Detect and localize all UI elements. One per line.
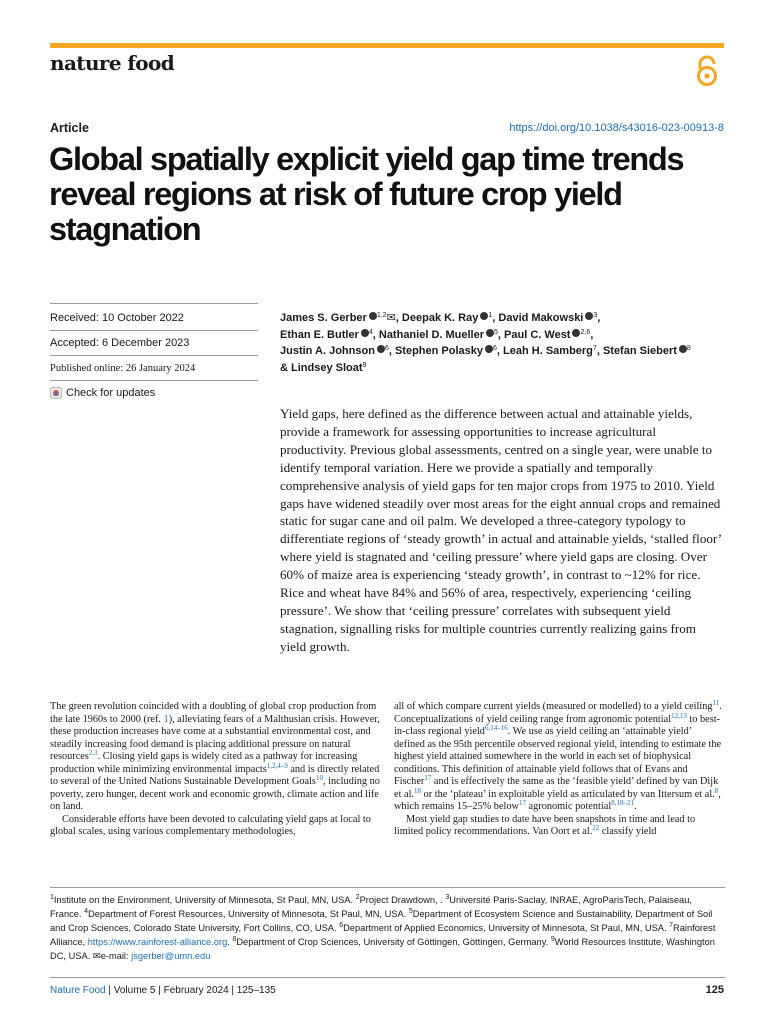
affiliation-number: 5 [408, 908, 413, 916]
text-run: Université Paris-Saclay, INRAE, AgroParisTech, Palaiseau, France. [50, 895, 692, 920]
affiliation-number: 6 [339, 922, 344, 930]
text-run: Department of Applied Economics, University of Minnesota, St Paul, MN, USA. [343, 923, 670, 934]
affiliation-number: 2 [355, 894, 360, 901]
citation-superscript[interactable]: 22 [592, 824, 600, 833]
author-separator: , [372, 328, 379, 341]
text-run: Department of Ecosystem Science and Sustainability, Department of Soil and Crop Sciences, Colorado State University, Fort Collins, CO, USA. [50, 909, 713, 934]
author-affiliation-sup: 2,6 [580, 328, 591, 336]
text-run: Rainforest Alliance, [50, 923, 716, 948]
author-name[interactable]: Stefan Siebert [602, 345, 677, 357]
citation-superscript[interactable]: 12,13 [671, 711, 687, 720]
affiliation-number: 1 [50, 894, 54, 901]
journal-name[interactable]: nature food [50, 51, 175, 75]
text-run: . [227, 937, 233, 948]
divider [50, 977, 725, 978]
divider [50, 887, 725, 888]
text-run: agronomic potential [525, 801, 612, 813]
text-run: and is directly related to several of the United Nations Sustainable Development Goals [50, 763, 380, 788]
text-run: , which remains 15–25% below [394, 788, 721, 813]
author-separator: , [395, 312, 402, 324]
author-affiliation-sup: 1,2 [376, 312, 387, 319]
author-name[interactable]: Nathaniel D. Mueller [378, 328, 485, 341]
orcid-icon[interactable] [485, 345, 493, 353]
footer-citation [50, 985, 276, 996]
citation-superscript[interactable]: 8,18–21 [611, 799, 634, 808]
published-date: Published online: 26 January 2024 [50, 363, 196, 374]
footer-journal-link[interactable]: Nature Food [50, 985, 106, 996]
text-run: World Resources Institute, Washington DC, USA. [50, 937, 715, 962]
author-separator: , [590, 328, 594, 341]
orcid-icon[interactable] [679, 345, 687, 353]
text-run: Most yield gap studies to date have been snapshots in time and lead to limited policy recommendations. Van Oort et al. [394, 813, 696, 838]
author-affiliation-sup: 8 [686, 345, 691, 352]
author-separator: , [388, 345, 395, 357]
affiliation-number: 7 [669, 922, 674, 930]
author-affiliation-sup: 5 [494, 328, 498, 336]
author-affiliation-sup: 4 [368, 328, 373, 336]
author-name[interactable]: Deepak K. Ray [401, 312, 479, 324]
header-accent-bar [50, 43, 724, 48]
abstract: Yield gaps, here defined as the difference between actual and attainable yields, provide a framework for assessing opportunities to increase agricultural productivity. Previous global assessments, centred on a single year, were unable to identify temporal variation. Here we provide a spatially and temporally comprehensive analysis of yield gaps for ten major crops from 1975 to 2010. Yield gaps have widened steadily over most areas for the eight annual crops and remained static for sugar cane and oil palm. We developed a three-category typology to differentiate regions of ‘steady growth’ in actual and attainable yields, ‘stalled floor’ where yield is stagnated and ‘ceiling pressure’ where yield gaps are closing. Over 60% of maize area is experiencing ‘steady growth’, in contrast to ~12% for rice. Rice and wheat have 84% and 56% of area, respectively, experiencing ‘ceiling pressure’. We show that ‘ceiling pressure’ correlates with subsequent yield stagnation, signalling risks for multiple countries currently realizing gains from yield growth. [280, 406, 722, 654]
text-run: or the ‘plateau’ in exploitable yield as articulated by van Ittersum et al. [421, 788, 715, 800]
divider [50, 380, 258, 381]
text-run: ), alleviating fears of a Malthusian crisis. However, these production increases have come at a substantial environmental cost, and steadily increasing food demand is placing additional pressure on natural resources [50, 713, 380, 763]
author-separator: , [596, 345, 603, 357]
affiliation-number: 4 [84, 908, 89, 916]
orcid-icon[interactable] [369, 312, 377, 320]
text-run: Project Drawdown, . [359, 895, 446, 905]
text-run: . Closing yield gaps is widely cited as a pathway for increasing production while minimizing environmental impacts [50, 751, 358, 775]
citation-superscript[interactable]: 8 [714, 786, 719, 795]
accepted-date: Accepted: 6 December 2023 [50, 337, 190, 349]
affiliation-number: 8 [232, 936, 237, 944]
text-run: . Conceptualizations of yield ceiling range from agronomic potential [394, 701, 722, 725]
article-title: Global spatially explicit yield gap time trends reveal regions at risk of future crop yield stagnation [49, 141, 684, 247]
text-run: classify yield [599, 826, 657, 838]
article-type: Article [50, 121, 89, 135]
divider [50, 355, 258, 356]
author-affiliation-sup: 3 [593, 312, 598, 319]
body-paragraph [50, 701, 380, 814]
text-run: e-mail: [100, 951, 132, 962]
citation-superscript[interactable]: 18 [414, 786, 422, 795]
affiliation-number: 3 [445, 894, 450, 901]
open-access-icon [694, 55, 720, 87]
citation-superscript[interactable]: 17 [424, 774, 432, 783]
author-affiliation-sup: 6 [384, 345, 389, 352]
mail-icon: ✉ [92, 951, 101, 962]
author-name[interactable]: & Lindsey Sloat [280, 361, 363, 374]
author-name[interactable]: Leah H. Samberg [503, 345, 593, 357]
text-run: Institute on the Environment, University of Minnesota, St Paul, MN, USA. [53, 895, 356, 905]
author-name[interactable]: Ethan E. Butler [280, 328, 359, 341]
body-column-right [394, 701, 724, 839]
body-paragraph [394, 814, 724, 839]
citation-superscript[interactable]: 6,14–16 [484, 724, 508, 733]
text-run: The green revolution coincided with a doubling of global crop production from the late 1960s to 2000 (ref. [50, 701, 377, 725]
author-list [280, 310, 725, 376]
inline-link[interactable]: 1 [163, 713, 169, 725]
check-updates-label: Check for updates [66, 387, 156, 399]
text-run: and is effectively the same as the ‘feasible yield’ defined by van Dijk et al. [394, 776, 719, 800]
affiliations [50, 893, 725, 963]
mail-icon[interactable]: ✉ [386, 312, 396, 324]
check-for-updates-button[interactable] [50, 387, 155, 399]
author-separator: , [496, 345, 504, 357]
inline-link[interactable]: jsgerber@umn.edu [131, 951, 211, 962]
divider [50, 330, 258, 331]
text-run: Department of Crop Sciences, University of Göttingen, Göttingen, Germany. [236, 937, 551, 948]
text-run: , including no poverty, zero hunger, decent work and economic growth, climate action and life on land. [50, 776, 380, 813]
orcid-icon[interactable] [361, 329, 369, 337]
text-run: to best-in-class regional yield [394, 713, 721, 738]
check-updates-icon [50, 387, 62, 399]
author-separator: , [492, 312, 499, 324]
received-date: Received: 10 October 2022 [50, 312, 184, 324]
citation-superscript[interactable]: 11 [712, 699, 720, 707]
author-name[interactable]: Justin A. Johnson [280, 345, 375, 357]
body-paragraph: Considerable efforts have been devoted to calculating yield gaps at local to global scales, using various complementary methodologies, [50, 813, 371, 838]
text-run: . [633, 801, 637, 813]
text-run: . We use as yield ceiling an ‘attainable yield’ defined as the 95th percentile observed regional yield, intending to estimate the highest yield attained somewhere in the world in each set of biophysical conditions. This definition of attainable yield follows that of Evans and Fischer [394, 726, 722, 788]
body-column-left [50, 701, 380, 839]
author-name[interactable]: Paul C. West [504, 328, 571, 341]
footer-volume: | Volume 5 | February 2024 | 125–135 [105, 985, 276, 996]
divider [50, 303, 258, 304]
author-separator: , [497, 328, 505, 341]
author-separator: , [597, 312, 601, 324]
author-affiliation-sup: 6 [493, 345, 497, 352]
page-number: 125 [705, 984, 724, 996]
citation-superscript[interactable]: 2,3 [88, 749, 98, 758]
author-name[interactable]: Stephen Polasky [394, 345, 484, 357]
author-affiliation-sup: 9 [362, 361, 367, 369]
inline-link[interactable]: https://www.rainforest-alliance.org [87, 937, 228, 948]
text-run: all of which compare current yields (measured or modelled) to a yield ceiling [394, 701, 713, 712]
orcid-icon[interactable] [486, 329, 494, 337]
author-affiliation-sup: 1 [488, 312, 493, 319]
affiliation-number: 9 [550, 936, 555, 944]
author-name[interactable]: James S. Gerber [280, 312, 367, 324]
citation-superscript[interactable]: 1,2,4–9 [266, 761, 288, 770]
citation-superscript[interactable]: 17 [518, 799, 526, 808]
citation-superscript[interactable]: 10 [315, 774, 323, 783]
orcid-icon[interactable] [377, 345, 385, 353]
doi-link[interactable]: https://doi.org/10.1038/s43016-023-00913-8 [509, 122, 724, 134]
author-affiliation-sup: 7 [592, 345, 597, 352]
author-name[interactable]: David Makowski [498, 312, 584, 324]
body-paragraph [394, 701, 724, 814]
text-run: Department of Forest Resources, University of Minnesota, St Paul, MN, USA. [88, 909, 409, 920]
